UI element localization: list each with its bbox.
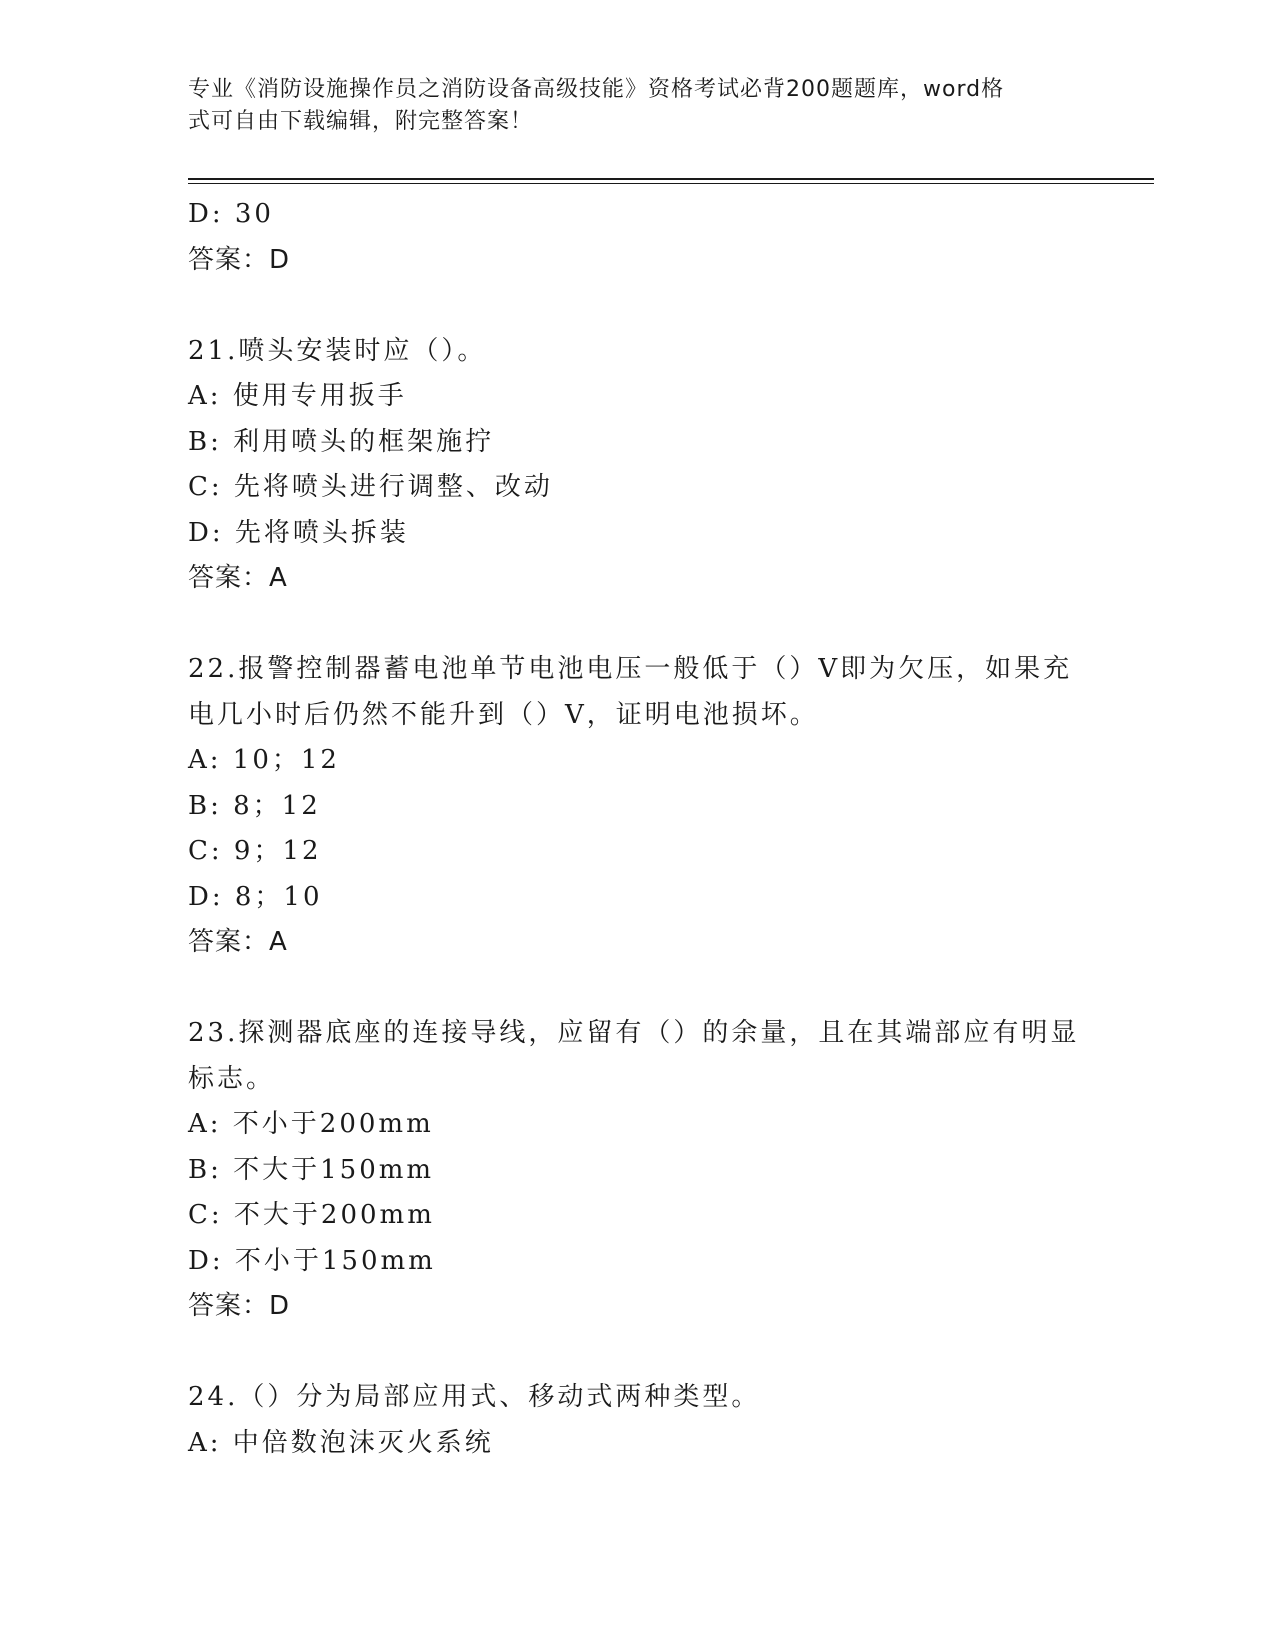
spacer [188, 966, 1088, 1012]
question-23-text-line-1: 23.探测器底座的连接导线，应留有（）的余量，且在其端部应有明显 [188, 1018, 1080, 1048]
header-line-2: 式可自由下载编辑，附完整答案！ [188, 109, 534, 134]
question-23-option-b: B: 不大于150mm [188, 1154, 435, 1185]
question-23-option-d: D: 不小于150mm [188, 1245, 436, 1276]
question-22-option-b: B: 8；12 [188, 790, 321, 821]
question-23-text-line-2: 标志。 [188, 1063, 276, 1094]
question-23-option-c: C: 不大于200mm [188, 1200, 435, 1230]
question-22-text-line-1: 22.报警控制器蓄电池单节电池电压一般低于（）V即为欠压，如果充 [188, 654, 1073, 684]
header-rule-thin [188, 183, 1154, 184]
question-21-option-b: B: 利用喷头的框架施拧 [188, 426, 495, 457]
question-list [188, 192, 1088, 1466]
question-21-option-a: A: 使用专用扳手 [188, 381, 407, 411]
question-24-text: 24.（）分为局部应用式、移动式两种类型。 [188, 1382, 761, 1412]
question-21-option-d: D: 先将喷头拆装 [188, 517, 409, 548]
question-22-answer: 答案：A [188, 927, 288, 957]
spacer [188, 283, 1088, 329]
question-22-option-c: C: 9；12 [188, 836, 322, 866]
question-21-answer: 答案：A [188, 563, 288, 593]
question-23-option-a: A: 不小于200mm [188, 1109, 434, 1139]
question-22-text-line-2: 电几小时后仍然不能升到（）V，证明电池损坏。 [188, 699, 819, 730]
question-22-option-a: A: 10；12 [188, 745, 340, 775]
document-header [188, 74, 1068, 138]
carryover-answer: 答案：D [188, 244, 291, 275]
question-23-answer: 答案：D [188, 1291, 291, 1321]
carryover-option-d: D: 30 [188, 199, 274, 229]
spacer [188, 602, 1088, 648]
header-rule-thick [188, 178, 1154, 180]
question-24-option-a: A: 中倍数泡沫灭火系统 [188, 1427, 494, 1458]
header-line-1: 专业《消防设施操作员之消防设备高级技能》资格考试必背200题题库，word格 [188, 77, 1005, 102]
question-21-option-c: C: 先将喷头进行调整、改动 [188, 472, 553, 502]
spacer [188, 1330, 1088, 1376]
question-22-option-d: D: 8；10 [188, 881, 323, 912]
question-21-text: 21.喷头安装时应（）。 [188, 335, 487, 366]
